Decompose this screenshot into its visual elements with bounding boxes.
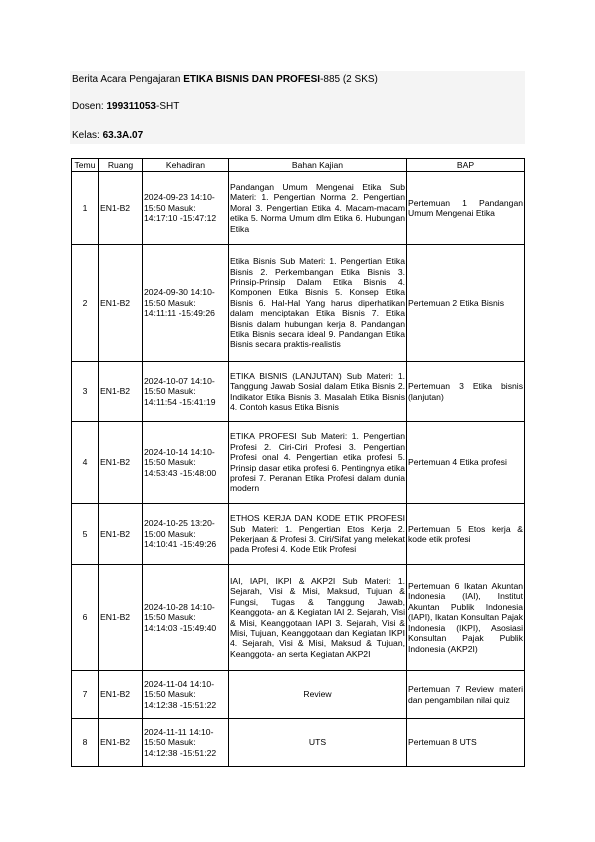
cell-kehadiran: 2024-10-25 13:20-15:00 Masuk: 14:10:41 -15:49:26 bbox=[143, 504, 229, 565]
cell-temu: 5 bbox=[72, 504, 99, 565]
cell-bahan-kajian: Pandangan Umum Mengenai Etika Sub Materi: 1. Pengertian Norma 2. Pengertian Moral 3. Pengertian Etika 4. Macam-macam etika 5. Norma Umum dlm Etika 6. Hubungan Etika bbox=[229, 172, 407, 245]
header-bap: BAP bbox=[407, 159, 525, 172]
table-row bbox=[72, 504, 525, 565]
cell-kehadiran: 2024-09-23 14:10-15:50 Masuk: 14:17:10 -15:47:12 bbox=[143, 172, 229, 245]
cell-kehadiran: 2024-10-28 14:10-15:50 Masuk: 14:14:03 -15:49:40 bbox=[143, 565, 229, 671]
course-title-prefix: Berita Acara Pengajaran bbox=[72, 74, 184, 85]
cell-kehadiran: 2024-11-04 14:10-15:50 Masuk: 14:12:38 -15:51:22 bbox=[143, 671, 229, 719]
cell-kehadiran: 2024-10-07 14:10-15:50 Masuk: 14:11:54 -15:41:19 bbox=[143, 362, 229, 422]
cell-bahan-kajian: ETIKA PROFESI Sub Materi: 1. Pengertian Profesi 2. Ciri-Ciri Profesi 3. Pengertian Profesi onal 4. Pengertian etika profesi 5. Prinsip dasar etika profesi 6. Pentingnya etika profesi 7. Peranan Etika Profesi dalam dunia modern bbox=[229, 422, 407, 504]
class-value: 63.3A.07 bbox=[102, 130, 144, 141]
cell-ruang: EN1-B2 bbox=[99, 245, 143, 362]
table-row bbox=[72, 172, 525, 245]
table-row bbox=[72, 245, 525, 362]
cell-bap: Pertemuan 1 Pandangan Umum Mengenai Etika bbox=[407, 172, 525, 245]
cell-ruang: EN1-B2 bbox=[99, 565, 143, 671]
cell-bap: Pertemuan 2 Etika Bisnis bbox=[407, 245, 525, 362]
table-row bbox=[72, 719, 525, 767]
lecturer-suffix: -SHT bbox=[155, 101, 180, 112]
cell-kehadiran: 2024-10-14 14:10-15:50 Masuk: 14:53:43 -15:48:00 bbox=[143, 422, 229, 504]
lecturer-label: Dosen: bbox=[72, 101, 107, 112]
cell-ruang: EN1-B2 bbox=[99, 172, 143, 245]
cell-ruang: EN1-B2 bbox=[99, 671, 143, 719]
cell-bahan-kajian: ETIKA BISNIS (LANJUTAN) Sub Materi: 1. Tanggung Jawab Sosial dalam Etika Bisnis 2. Indikator Etika Bisnis 3. Masalah Etika Bisnis 4. Contoh kasus Etika Bisnis bbox=[229, 362, 407, 422]
cell-ruang: EN1-B2 bbox=[99, 504, 143, 565]
cell-temu: 8 bbox=[72, 719, 99, 767]
course-title bbox=[72, 74, 378, 86]
cell-bap: Pertemuan 7 Review materi dan pengambilan nilai quiz bbox=[407, 671, 525, 719]
cell-bahan-kajian: Review bbox=[229, 671, 407, 719]
class-line bbox=[72, 130, 143, 142]
cell-bahan-kajian: Etika Bisnis Sub Materi: 1. Pengertian Etika Bisnis 2. Perkembangan Etika Bisnis 3. Prinsip-Prinsip Dalam Etika Bisnis 4. Komponen Etika Bisnis 5. Konsep Etika Bisnis 6. Hal-Hal Yang harus diperhatikan dalam menciptakan Etika Bisnis 7. Etika Bisnis dalam hubungan kerja 8. Pandangan Etika Bisnis secara ideal 9. Pandangan Etika Bisnis secara praktis-realistis bbox=[229, 245, 407, 362]
cell-ruang: EN1-B2 bbox=[99, 422, 143, 504]
cell-bap: Pertemuan 3 Etika bisnis (lanjutan) bbox=[407, 362, 525, 422]
header-ruang: Ruang bbox=[99, 159, 143, 172]
cell-kehadiran: 2024-11-11 14:10-15:50 Masuk: 14:12:38 -15:51:22 bbox=[143, 719, 229, 767]
document-header bbox=[70, 71, 525, 144]
header-bahan-kajian: Bahan Kajian bbox=[229, 159, 407, 172]
table-row bbox=[72, 671, 525, 719]
lecturer-line bbox=[72, 101, 179, 113]
table-row bbox=[72, 422, 525, 504]
cell-bahan-kajian: IAI, IAPI, IKPI & AKP2I Sub Materi: 1. Sejarah, Visi & Misi, Maksud, Tujuan & Fungsi, Tugas & Tanggung Jawab, Keanggota- an & Kegiatan IAI 2. Sejarah, Visi & Misi, Keanggotaan IAPI 3. Sejarah, Visi & Misi, Tujuan, Keanggotaan dan Kegiatan IKPI 4. Sejarah, Visi & Misi, Maksud & Tujuan, Keanggota- an serta Kegiatan AKP2I bbox=[229, 565, 407, 671]
cell-ruang: EN1-B2 bbox=[99, 719, 143, 767]
header-kehadiran: Kehadiran bbox=[143, 159, 229, 172]
cell-temu: 2 bbox=[72, 245, 99, 362]
table-row bbox=[72, 362, 525, 422]
cell-temu: 6 bbox=[72, 565, 99, 671]
cell-temu: 4 bbox=[72, 422, 99, 504]
lecturer-id: 199311053 bbox=[106, 101, 156, 112]
table-row bbox=[72, 565, 525, 671]
cell-temu: 3 bbox=[72, 362, 99, 422]
cell-bap: Pertemuan 8 UTS bbox=[407, 719, 525, 767]
table-header-row bbox=[72, 159, 525, 172]
cell-bahan-kajian: ETHOS KERJA DAN KODE ETIK PROFESI Sub Materi: 1. Pengertian Etos Kerja 2. Pekerjaan & Profesi 3. Ciri/Sifat yang melekat pada Profesi 4. Kode Etik Profesi bbox=[229, 504, 407, 565]
cell-bahan-kajian: UTS bbox=[229, 719, 407, 767]
cell-bap: Pertemuan 6 Ikatan Akuntan Indonesia (IAI), Institut Akuntan Publik Indonesia (IAPI), Ikatan Konsultan Pajak Indonesia (IKPI), Asosiasi Konsultan Pajak Publik Indonesia (AKP2I) bbox=[407, 565, 525, 671]
cell-temu: 7 bbox=[72, 671, 99, 719]
class-label: Kelas: bbox=[72, 130, 103, 141]
cell-ruang: EN1-B2 bbox=[99, 362, 143, 422]
header-temu: Temu bbox=[72, 159, 99, 172]
cell-temu: 1 bbox=[72, 172, 99, 245]
cell-bap: Pertemuan 4 Etika profesi bbox=[407, 422, 525, 504]
course-name: ETIKA BISNIS DAN PROFESI bbox=[183, 74, 321, 85]
cell-kehadiran: 2024-09-30 14:10-15:50 Masuk: 14:11:11 -15:49:26 bbox=[143, 245, 229, 362]
cell-bap: Pertemuan 5 Etos kerja & kode etik profesi bbox=[407, 504, 525, 565]
course-code: -885 (2 SKS) bbox=[320, 74, 378, 85]
attendance-table bbox=[71, 158, 525, 767]
